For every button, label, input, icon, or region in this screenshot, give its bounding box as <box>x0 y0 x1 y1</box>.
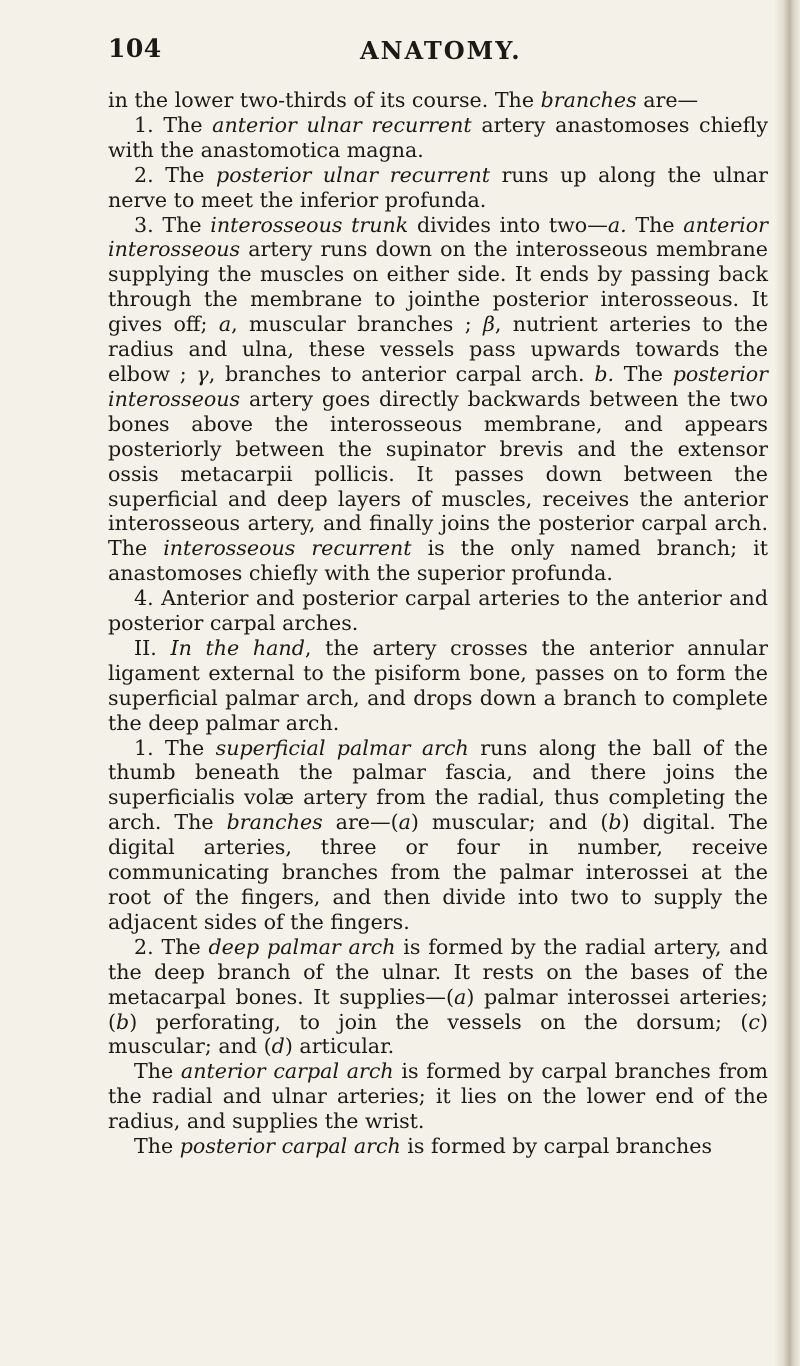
text-run: is the only named branch; it anastomoses chiefly with the superior profunda. <box>108 536 769 586</box>
text-run: artery runs down on the interosseous membrane supplying the muscles on either side. It ends by passing back through the membrane to jointhe posterior interosseous. It gives off; <box>108 237 768 337</box>
body-text <box>108 88 768 1159</box>
text-run: is formed by carpal branches <box>400 1134 713 1159</box>
text-run: ) palmar interossei arteries; ( <box>108 984 768 1034</box>
text-run: runs along the ball of the thumb beneath the palmar fascia, and there joins the superficialis volæ artery from the radial, thus completing the arch. The <box>108 735 768 835</box>
italic-text: interosseous recurrent <box>163 536 412 561</box>
italic-text: posterior interosseous <box>108 361 769 411</box>
text-run: ) digital. The digital arteries, three or four in number, receive communicating branches from the palmar interossei at the root of the fingers, and then divide into two to supply the adjacent sides of the fingers. <box>108 810 768 934</box>
italic-text: branches <box>540 88 637 112</box>
italic-text: interosseous trunk <box>210 212 409 237</box>
text-run: ) perforating, to join the vessels on the dorsum; ( <box>129 1009 749 1034</box>
text-run: 2. The <box>134 934 209 959</box>
page-number: 104 <box>108 34 162 63</box>
text-run: artery anastomoses chiefly with the anastomotica magna. <box>108 112 768 162</box>
text-run: are— <box>636 88 699 112</box>
text-run: are—( <box>322 810 399 835</box>
text-run: The <box>626 212 684 237</box>
paragraph <box>108 163 768 213</box>
text-run: 2. The <box>134 162 217 187</box>
italic-text: a. <box>607 212 627 237</box>
paragraph <box>108 113 768 163</box>
text-run: is formed by carpal branches from the radial and ulnar arteries; it lies on the lower end of the radius, and supplies the wrist. <box>108 1059 768 1134</box>
italic-text: b <box>608 810 622 835</box>
italic-text: c <box>748 1009 760 1034</box>
italic-text: superficial palmar arch <box>215 735 469 760</box>
italic-text: b <box>116 1009 130 1034</box>
text-run: , branches to anterior carpal arch. <box>208 361 595 386</box>
italic-text: anterior ulnar recurrent <box>212 112 472 137</box>
text-run: 1. The <box>134 112 213 137</box>
text-run: artery goes directly backwards between the two bones above the interosseous membrane, and appears posteriorly between the supinator brevis and the extensor ossis metacarpii pollicis. It passes down between the superficial and deep layers of muscles, receives the anterior interosseous artery, and finally joins the posterior carpal arch. The <box>108 386 768 561</box>
italic-text: a <box>398 810 411 835</box>
text-run: , the artery crosses the anterior annular ligament external to the pisiform bone, passes on to form the superficial palmar arch, and drops down a branch to complete the deep palmar arch. <box>108 635 768 735</box>
text-run: ) muscular; and ( <box>108 1009 768 1059</box>
italic-text: anterior carpal arch <box>180 1059 394 1084</box>
text-run: 4. Anterior and posterior carpal arteries to the anterior and posterior carpal arches. <box>108 586 768 636</box>
text-run: The <box>134 1134 180 1159</box>
text-run: 3. The <box>134 212 211 237</box>
paragraph <box>108 88 768 113</box>
text-run: The <box>614 361 673 386</box>
italic-text: d <box>271 1034 285 1059</box>
italic-text: branches <box>226 810 323 835</box>
text-run: divides into two— <box>408 212 608 237</box>
paragraph <box>108 213 768 587</box>
paragraph <box>108 736 768 935</box>
italic-text: In the hand <box>170 635 305 660</box>
text-run: 1. The <box>134 735 216 760</box>
paragraph <box>108 636 768 736</box>
text-run: is formed by the radial artery, and the deep branch of the ulnar. It rests on the bases of the metacarpal bones. It supplies—( <box>108 934 768 1009</box>
page-edge-shadow <box>774 0 800 1366</box>
text-run: II. <box>134 635 171 660</box>
italic-text: a <box>218 312 232 337</box>
paragraph <box>108 1134 768 1159</box>
italic-text: b. <box>594 361 615 386</box>
italic-text: β <box>483 312 495 337</box>
paragraph <box>108 935 768 1060</box>
text-run: , nutrient arteries to the radius and ulna, these vessels pass upwards towards the elbow ; <box>108 312 768 386</box>
text-run: , muscular branches ; <box>231 312 483 337</box>
italic-text: a <box>454 984 467 1009</box>
paragraph <box>108 1059 768 1134</box>
italic-text: posterior ulnar recurrent <box>216 162 490 187</box>
italic-text: anterior interosseous <box>108 212 768 262</box>
paragraph <box>108 586 768 636</box>
text-run: ) muscular; and ( <box>410 810 609 835</box>
running-head: ANATOMY. <box>360 36 522 65</box>
page-header <box>108 34 768 74</box>
italic-text: γ <box>196 361 209 386</box>
italic-text: deep palmar arch <box>208 934 396 959</box>
text-run: The <box>134 1059 181 1084</box>
italic-text: posterior carpal arch <box>179 1134 401 1159</box>
text-run: ) articular. <box>284 1034 395 1059</box>
text-run: in the lower two-thirds of its course. The <box>108 88 541 112</box>
text-run: runs up along the ulnar nerve to meet the inferior profunda. <box>108 162 768 212</box>
